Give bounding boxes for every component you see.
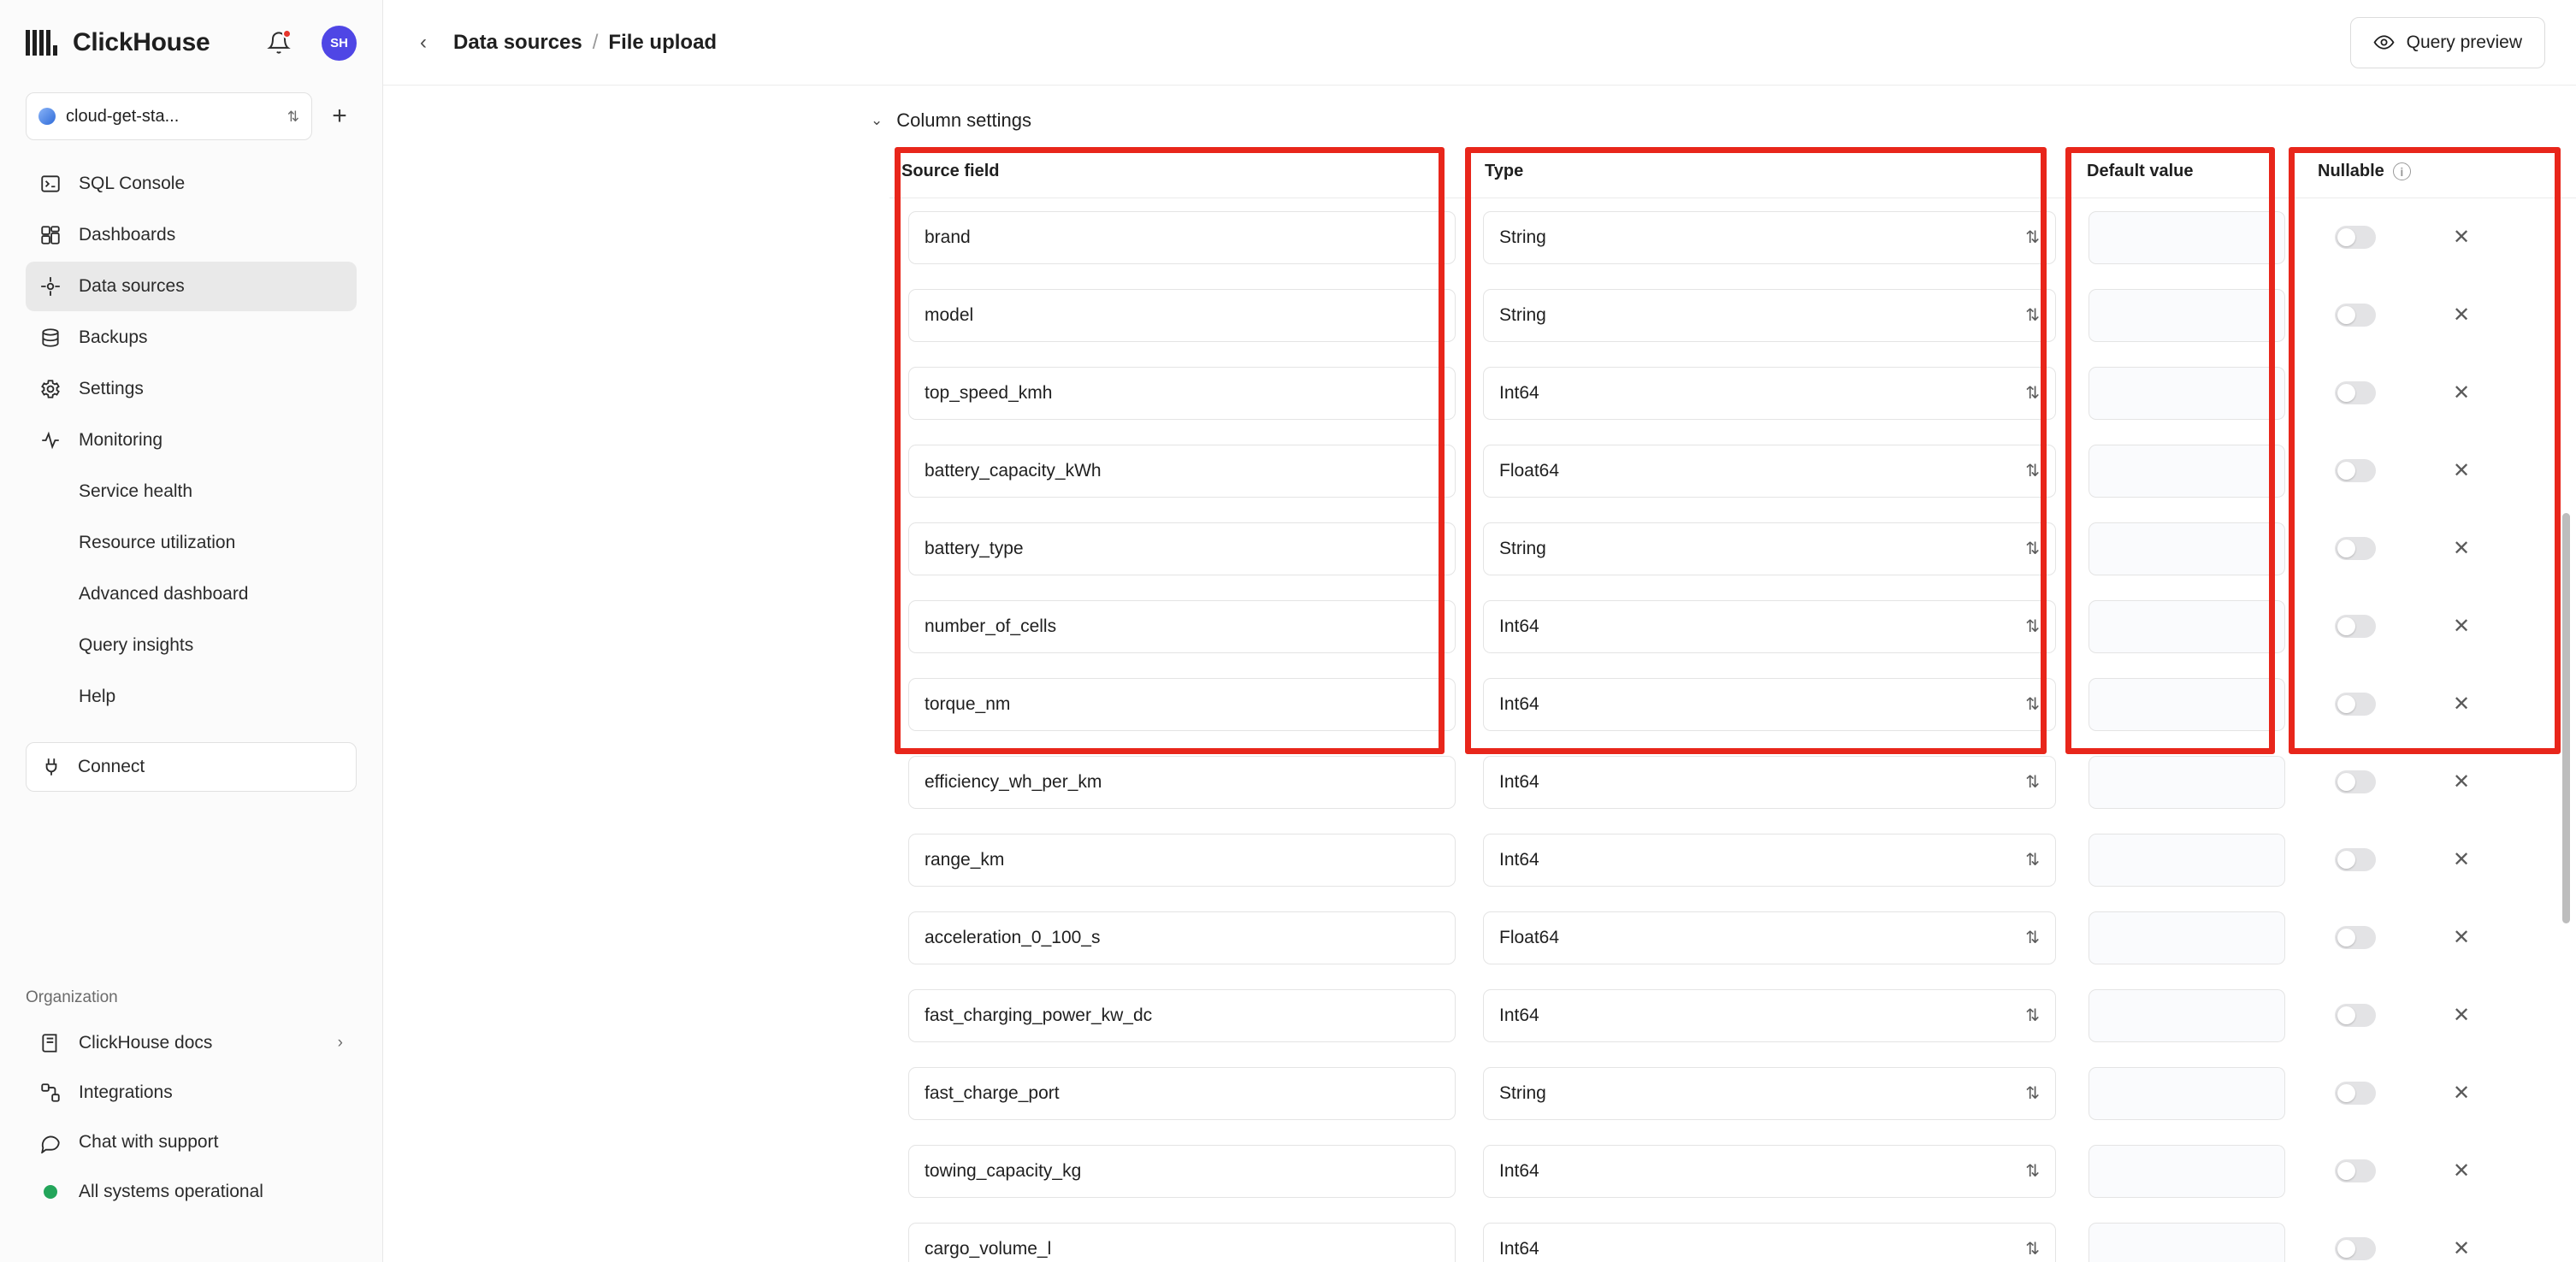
table-row <box>889 276 2576 354</box>
sidebar-item-label: All systems operational <box>79 1182 263 1201</box>
sidebar-item-chat-with-support[interactable] <box>26 1118 357 1166</box>
brand-name: ClickHouse <box>73 28 210 56</box>
sidebar-item-system-status[interactable] <box>26 1168 357 1216</box>
service-selector-row <box>0 86 382 140</box>
cell-default-value <box>2070 989 2301 1042</box>
cell-source-field <box>889 367 1471 420</box>
organization-label: Organization <box>26 988 118 1006</box>
cell-source-field <box>889 445 1471 498</box>
type-select[interactable] <box>1483 1145 2056 1198</box>
chat-icon <box>39 1131 62 1153</box>
default-value-input[interactable] <box>2089 1223 2285 1262</box>
notification-badge <box>282 29 292 38</box>
cell-nullable <box>2301 304 2574 327</box>
chevron-updown-icon: ⇅ <box>2025 305 2040 325</box>
type-select[interactable] <box>1483 600 2056 653</box>
breadcrumb-item-data-sources[interactable]: Data sources <box>453 30 582 54</box>
info-icon[interactable]: i <box>2393 162 2411 180</box>
cell-nullable <box>2301 926 2574 949</box>
table-row <box>889 899 2576 976</box>
sidebar-item-label: Help <box>79 687 116 706</box>
type-select[interactable] <box>1483 834 2056 887</box>
cell-type <box>1471 1145 2070 1198</box>
chevron-updown-icon: ⇅ <box>2025 694 2040 714</box>
cell-type <box>1471 600 2070 653</box>
sidebar-item-label: Chat with support <box>79 1132 219 1152</box>
sidebar-item-backups[interactable] <box>26 313 357 363</box>
query-preview-label: Query preview <box>2406 32 2522 52</box>
sidebar-item-data-sources[interactable] <box>26 262 357 311</box>
cell-default-value <box>2070 834 2301 887</box>
default-value-input[interactable] <box>2089 756 2285 809</box>
breadcrumb-separator: / <box>592 30 599 54</box>
sidebar-item-clickhouse-docs[interactable] <box>26 1019 357 1067</box>
sidebar-item-label: ClickHouse docs <box>79 1033 213 1053</box>
backup-icon <box>39 327 62 349</box>
sidebar-item-integrations[interactable] <box>26 1069 357 1117</box>
type-value: Int64 <box>1499 693 1539 714</box>
type-select[interactable] <box>1483 367 2056 420</box>
cell-source-field <box>889 1067 1471 1120</box>
cell-type <box>1471 989 2070 1042</box>
section-title: Column settings <box>896 109 1031 131</box>
dashboard-icon <box>39 224 62 246</box>
sidebar-item-label: Backups <box>79 327 148 347</box>
chevron-down-icon: ⌄ <box>871 112 883 128</box>
sidebar-item-label: SQL Console <box>79 174 186 193</box>
cell-source-field <box>889 1223 1471 1262</box>
table-row <box>889 821 2576 899</box>
nullable-toggle[interactable] <box>2335 1237 2376 1260</box>
cell-type <box>1471 834 2070 887</box>
cell-source-field <box>889 1145 1471 1198</box>
top-bar <box>383 0 2576 86</box>
avatar[interactable]: SH <box>322 26 357 61</box>
cell-nullable <box>2301 537 2574 560</box>
clickhouse-logo-icon <box>26 30 57 56</box>
content-scroll-area[interactable] <box>383 86 2576 1262</box>
source-field-input[interactable]: acceleration_0_100_s <box>908 911 1456 964</box>
default-value-input[interactable] <box>2089 989 2285 1042</box>
chevron-updown-icon: ⇅ <box>2025 1083 2040 1103</box>
sidebar-item-label: Data sources <box>79 276 185 296</box>
column-header-nullable-label: Nullable <box>2318 162 2384 180</box>
source-field-input[interactable]: range_km <box>908 834 1456 887</box>
cell-nullable <box>2301 693 2574 716</box>
default-value-input[interactable] <box>2089 678 2285 731</box>
sidebar-item-help[interactable] <box>26 672 357 722</box>
query-preview-button[interactable] <box>2350 17 2545 68</box>
chevron-updown-icon: ⇅ <box>2025 1161 2040 1181</box>
remove-column-button[interactable]: ✕ <box>2453 1236 2471 1260</box>
table-row <box>889 665 2576 743</box>
sidebar-item-label: Advanced dashboard <box>79 584 249 604</box>
notifications-bell-icon[interactable] <box>267 31 291 55</box>
connect-label: Connect <box>78 757 145 776</box>
default-value-input[interactable] <box>2089 211 2285 264</box>
nullable-toggle[interactable] <box>2335 1159 2376 1182</box>
table-row <box>889 743 2576 821</box>
cell-source-field <box>889 678 1471 731</box>
cell-source-field <box>889 211 1471 264</box>
cell-default-value <box>2070 756 2301 809</box>
cell-default-value <box>2070 289 2301 342</box>
cell-source-field <box>889 600 1471 653</box>
cell-default-value <box>2070 522 2301 575</box>
nullable-toggle[interactable] <box>2335 537 2376 560</box>
cell-type <box>1471 367 2070 420</box>
table-row <box>889 587 2576 665</box>
remove-column-button[interactable]: ✕ <box>2453 458 2471 482</box>
column-settings-table <box>383 145 2576 1262</box>
table-header-row <box>889 145 2576 198</box>
default-value-input[interactable] <box>2089 522 2285 575</box>
source-field-input[interactable]: model <box>908 289 1456 342</box>
sidebar-item-label: Service health <box>79 481 193 501</box>
nullable-toggle[interactable] <box>2335 304 2376 327</box>
cell-source-field <box>889 756 1471 809</box>
type-select[interactable] <box>1483 989 2056 1042</box>
cell-default-value <box>2070 600 2301 653</box>
chevron-updown-icon: ⇅ <box>2025 383 2040 403</box>
nullable-toggle[interactable] <box>2335 1004 2376 1027</box>
type-value: String <box>1499 304 1546 325</box>
cell-default-value <box>2070 1223 2301 1262</box>
brand-bar <box>0 0 382 86</box>
service-selector[interactable] <box>26 92 312 140</box>
chevron-updown-icon: ⇅ <box>2025 928 2040 947</box>
sidebar-item-label: Query insights <box>79 635 194 655</box>
cell-type <box>1471 911 2070 964</box>
chevron-updown-icon: ⇅ <box>2025 772 2040 792</box>
table-row <box>889 1054 2576 1132</box>
remove-column-button[interactable]: ✕ <box>2453 1081 2471 1105</box>
nullable-toggle[interactable] <box>2335 615 2376 638</box>
column-settings-header[interactable] <box>383 86 2576 145</box>
cell-nullable <box>2301 1004 2574 1027</box>
cell-nullable <box>2301 1237 2574 1260</box>
breadcrumb <box>453 31 717 55</box>
type-value: String <box>1499 538 1546 558</box>
nullable-toggle[interactable] <box>2335 693 2376 716</box>
default-value-input[interactable] <box>2089 445 2285 498</box>
cell-default-value <box>2070 445 2301 498</box>
type-value: Int64 <box>1499 1238 1539 1259</box>
sidebar-item-label: Integrations <box>79 1082 173 1102</box>
sidebar-item-monitoring[interactable] <box>26 416 357 465</box>
column-header-type: Type <box>1485 162 1524 180</box>
remove-column-button[interactable]: ✕ <box>2453 303 2471 327</box>
remove-column-button[interactable]: ✕ <box>2453 847 2471 871</box>
plug-icon <box>40 756 62 778</box>
remove-column-button[interactable]: ✕ <box>2453 692 2471 716</box>
cell-type <box>1471 1223 2070 1262</box>
sidebar-item-dashboards[interactable] <box>26 210 357 260</box>
nullable-toggle[interactable] <box>2335 381 2376 404</box>
cell-source-field <box>889 911 1471 964</box>
type-value: Int64 <box>1499 1005 1539 1025</box>
gear-icon <box>39 378 62 400</box>
column-header-source-field: Source field <box>901 162 1000 180</box>
sidebar-item-resource-utilization[interactable] <box>26 518 357 568</box>
default-value-input[interactable] <box>2089 1067 2285 1120</box>
type-select[interactable] <box>1483 911 2056 964</box>
chevron-updown-icon: ⇅ <box>2025 850 2040 870</box>
table-row <box>889 510 2576 587</box>
nullable-toggle[interactable] <box>2335 459 2376 482</box>
terminal-icon <box>39 173 62 195</box>
chevron-right-icon: › <box>337 1034 343 1052</box>
cell-nullable <box>2301 1159 2574 1182</box>
table-row <box>889 354 2576 432</box>
nullable-toggle[interactable] <box>2335 770 2376 793</box>
sidebar-item-label: Resource utilization <box>79 533 236 552</box>
type-value: String <box>1499 1082 1546 1103</box>
sidebar-item-label: Monitoring <box>79 430 163 450</box>
vertical-scrollbar[interactable] <box>2562 513 2570 923</box>
type-select[interactable] <box>1483 445 2056 498</box>
connect-button[interactable] <box>26 742 357 792</box>
cell-type <box>1471 445 2070 498</box>
type-select[interactable] <box>1483 522 2056 575</box>
table-row <box>889 1210 2576 1262</box>
type-value: Float64 <box>1499 460 1560 481</box>
source-field-input[interactable]: number_of_cells <box>908 600 1456 653</box>
type-value: Int64 <box>1499 616 1539 636</box>
monitoring-icon <box>39 429 62 451</box>
default-value-input[interactable] <box>2089 600 2285 653</box>
cell-type <box>1471 678 2070 731</box>
cell-type <box>1471 1067 2070 1120</box>
connect-wrap <box>0 722 382 792</box>
cell-source-field <box>889 289 1471 342</box>
type-select[interactable] <box>1483 1067 2056 1120</box>
type-value: Float64 <box>1499 927 1560 947</box>
sidebar-item-label: Settings <box>79 379 144 398</box>
docs-icon <box>39 1032 62 1054</box>
type-select[interactable] <box>1483 289 2056 342</box>
cell-source-field <box>889 834 1471 887</box>
source-field-input[interactable]: towing_capacity_kg <box>908 1145 1456 1198</box>
sidebar-item-query-insights[interactable] <box>26 621 357 670</box>
nullable-toggle[interactable] <box>2335 1082 2376 1105</box>
remove-column-button[interactable]: ✕ <box>2453 614 2471 638</box>
default-value-input[interactable] <box>2089 367 2285 420</box>
type-select[interactable] <box>1483 211 2056 264</box>
cell-default-value <box>2070 911 2301 964</box>
integrations-icon <box>39 1082 62 1104</box>
source-field-input[interactable]: fast_charging_power_kw_dc <box>908 989 1456 1042</box>
nullable-toggle[interactable] <box>2335 848 2376 871</box>
source-field-input[interactable]: torque_nm <box>908 678 1456 731</box>
secondary-nav <box>0 1007 382 1216</box>
cell-nullable <box>2301 381 2574 404</box>
sidebar-item-service-health[interactable] <box>26 467 357 516</box>
source-field-input[interactable]: fast_charge_port <box>908 1067 1456 1120</box>
cell-nullable <box>2301 848 2574 871</box>
type-value: Int64 <box>1499 771 1539 792</box>
nullable-toggle[interactable] <box>2335 926 2376 949</box>
cell-nullable <box>2301 226 2574 249</box>
cell-default-value <box>2070 678 2301 731</box>
type-value: Int64 <box>1499 849 1539 870</box>
column-header-default-value: Default value <box>2087 162 2194 180</box>
sidebar-item-label: Dashboards <box>79 225 176 245</box>
source-field-input[interactable]: brand <box>908 211 1456 264</box>
default-value-input[interactable] <box>2089 911 2285 964</box>
sidebar <box>0 0 383 1262</box>
cell-nullable <box>2301 1082 2574 1105</box>
default-value-input[interactable] <box>2089 289 2285 342</box>
default-value-input[interactable] <box>2089 834 2285 887</box>
table-row <box>889 432 2576 510</box>
type-select[interactable] <box>1483 1223 2056 1262</box>
table-row <box>889 198 2576 276</box>
source-field-input[interactable]: efficiency_wh_per_km <box>908 756 1456 809</box>
source-field-input[interactable]: battery_capacity_kWh <box>908 445 1456 498</box>
remove-column-button[interactable]: ✕ <box>2453 536 2471 560</box>
type-value: String <box>1499 227 1546 247</box>
data-sources-icon <box>39 275 62 298</box>
remove-column-button[interactable]: ✕ <box>2453 380 2471 404</box>
cell-type <box>1471 756 2070 809</box>
column-header-nullable <box>2301 162 2574 181</box>
cell-nullable <box>2301 770 2574 793</box>
sidebar-item-settings[interactable] <box>26 364 357 414</box>
type-select[interactable] <box>1483 678 2056 731</box>
default-value-input[interactable] <box>2089 1145 2285 1198</box>
status-dot-icon <box>39 1181 62 1203</box>
breadcrumb-item-file-upload[interactable]: File upload <box>608 30 718 54</box>
add-service-button[interactable]: + <box>332 102 347 130</box>
back-button[interactable]: ‹ <box>420 30 427 54</box>
chevron-updown-icon: ⇅ <box>2025 539 2040 558</box>
table-row <box>889 976 2576 1054</box>
sidebar-item-sql-console[interactable] <box>26 159 357 209</box>
cell-default-value <box>2070 1067 2301 1120</box>
cell-source-field <box>889 522 1471 575</box>
eye-icon <box>2373 32 2395 53</box>
cell-type <box>1471 289 2070 342</box>
nullable-toggle[interactable] <box>2335 226 2376 249</box>
type-select[interactable] <box>1483 756 2056 809</box>
remove-column-button[interactable]: ✕ <box>2453 1003 2471 1027</box>
cell-source-field <box>889 989 1471 1042</box>
source-field-input[interactable]: cargo_volume_l <box>908 1223 1456 1262</box>
main-area <box>383 0 2576 1262</box>
chevron-updown-icon: ⇅ <box>2025 1239 2040 1259</box>
source-field-input[interactable]: top_speed_kmh <box>908 367 1456 420</box>
chevron-updown-icon: ⇅ <box>2025 461 2040 481</box>
remove-column-button[interactable]: ✕ <box>2453 925 2471 949</box>
chevron-updown-icon: ⇅ <box>2025 1005 2040 1025</box>
type-value: Int64 <box>1499 1160 1539 1181</box>
cell-default-value <box>2070 367 2301 420</box>
chevron-updown-icon: ⇅ <box>2025 227 2040 247</box>
chevron-updown-icon: ⇅ <box>287 108 299 125</box>
remove-column-button[interactable]: ✕ <box>2453 770 2471 793</box>
primary-nav <box>0 140 382 722</box>
service-cloud-icon <box>38 108 56 125</box>
remove-column-button[interactable]: ✕ <box>2453 1159 2471 1182</box>
remove-column-button[interactable]: ✕ <box>2453 225 2471 249</box>
cell-type <box>1471 211 2070 264</box>
sidebar-item-advanced-dashboard[interactable] <box>26 569 357 619</box>
cell-default-value <box>2070 1145 2301 1198</box>
type-value: Int64 <box>1499 382 1539 403</box>
table-body <box>889 198 2576 1262</box>
service-name: cloud-get-sta... <box>66 106 180 126</box>
source-field-input[interactable]: battery_type <box>908 522 1456 575</box>
cell-default-value <box>2070 211 2301 264</box>
cell-type <box>1471 522 2070 575</box>
table-row <box>889 1132 2576 1210</box>
cell-nullable <box>2301 615 2574 638</box>
cell-nullable <box>2301 459 2574 482</box>
chevron-updown-icon: ⇅ <box>2025 616 2040 636</box>
